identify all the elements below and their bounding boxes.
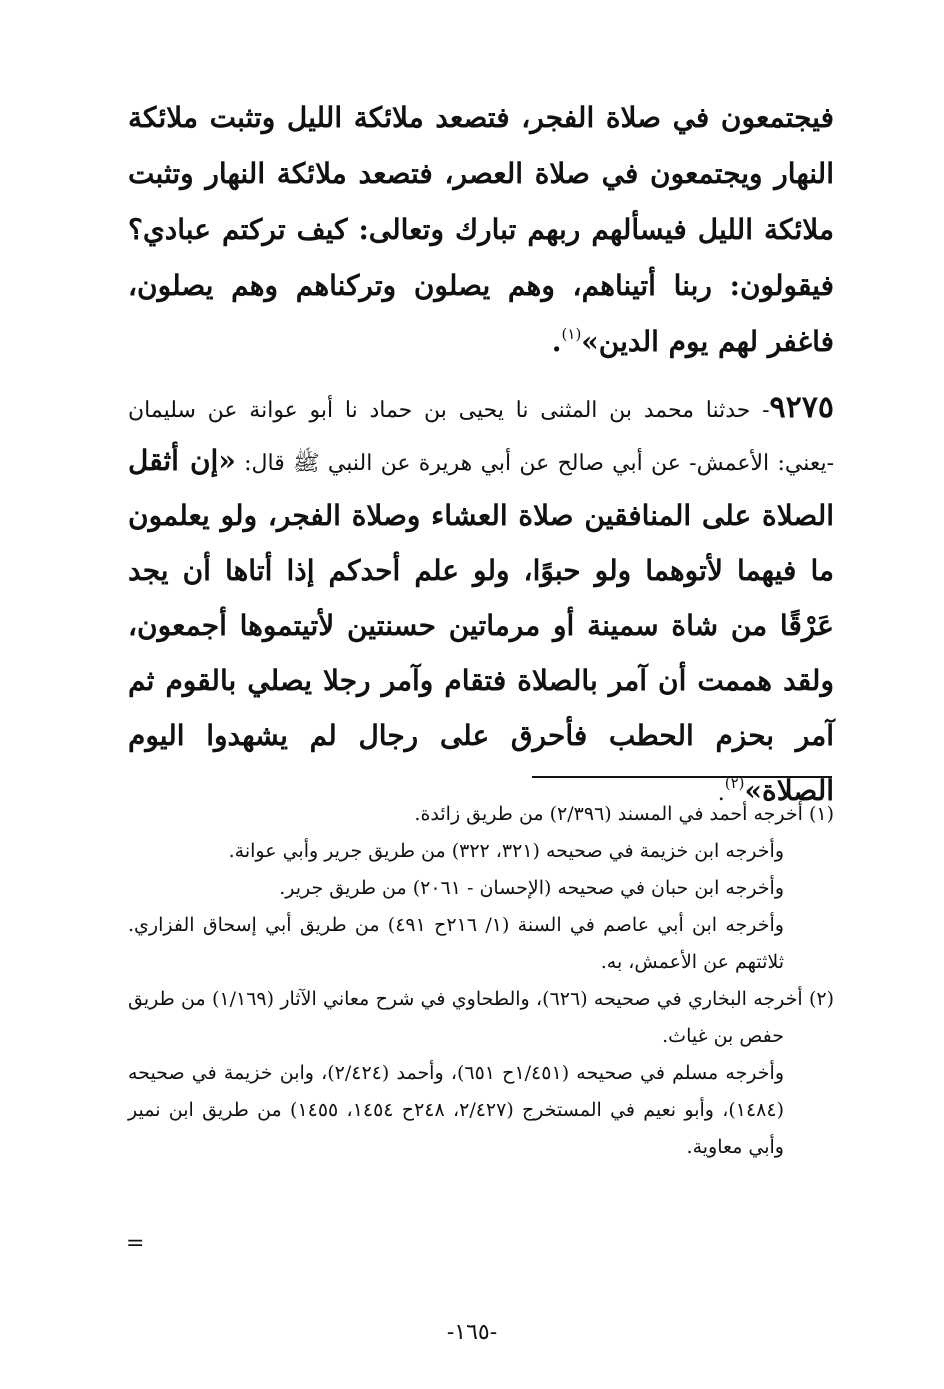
footnote-separator [532,776,832,778]
quote-text: فيجتمعون في صلاة الفجر، فتصعد ملائكة الليل وتثبت ملائكة النهار ويجتمعون في صلاة العصر، فتصعد ملائكة النهار وتثبت ملائكة الليل فيسألهم ربهم تبارك وتعالى: كيف تركتم عبادي؟ فيقولون: ربنا أتيناهم، وهم يصلون وتركناهم وهم يصلون، فاغفر لهم يوم الدين» [128,101,834,358]
hadith-end: . [717,781,725,806]
footnote-1-line: وأخرجه ابن حبان في صحيحه (الإحسان - ٢٠٦١) من طريق جرير. [279,877,784,899]
footnote-2-line: وأخرجه مسلم في صحيحه (١/٤٥١ح ٦٥١)، وأحمد (٢/٤٢٤)، وابن خزيمة في صحيحه (١٤٨٤)، وأبو نعيم في المستخرج (٢/٤٢٧، ٢٤٨ح ١٤٥٤، ١٤٥٥) من طريق ابن نمير وأبي معاوية. [128,1062,785,1158]
footnote-1-line: وأخرجه ابن خزيمة في صحيحه (٣٢١، ٣٢٢) من طريق جرير وأبي عوانة. [228,840,784,862]
footnote-ref-2: (٢) [724,774,745,792]
hadith-number: ٩٢٧٥ [769,390,834,425]
page-body [128,90,834,1340]
footnotes [128,796,834,1166]
page-number: -١٦٥- [446,1320,498,1345]
continuation-mark: = [126,1231,145,1256]
quote-continuation [128,90,834,370]
hadith-9275 [128,386,834,818]
footnote-1: (١) أخرجه أحمد في المسند (٢/٣٩٦) من طريق زائدة. [414,803,834,825]
footnote-2: (٢) أخرجه البخاري في صحيحه (٦٢٦)، والطحاوي في شرح معاني الآثار (١/١٦٩) من طريق حفص بن غياث. [128,988,835,1047]
quote-end: . [551,325,562,358]
hadith-matn: «إن أثقل الصلاة على المنافقين صلاة العشاء وصلاة الفجر، ولو يعلمون ما فيهما لأتوهما ولو حبوًا، ولو علم أحدكم إذا أتاها أن يجد عَرْقًا من شاة سمينة أو مرماتين حسنتين لأتيتموها أجمعون، ولقد هممت أن آمر بالصلاة فتقام وآمر رجلا يصلي بالقوم ثم آمر بحزم الحطب فأحرق على رجال لم يشهدوا اليوم الصلاة» [128,444,834,807]
footnote-ref-1: (١) [561,325,582,343]
footnote-1-line: وأخرجه ابن أبي عاصم في السنة (١/ ٢١٦ح ٤٩١) من طريق أبي إسحاق الفزاري. ثلاثتهم عن الأعمش، به. [128,914,784,973]
hadith-isnad: - حدثنا محمد بن المثنى نا يحيى بن حماد نا أبو عوانة عن سليمان -يعني: الأعمش- عن أبي صالح عن أبي هريرة عن النبي ﷺ قال: [128,398,834,476]
